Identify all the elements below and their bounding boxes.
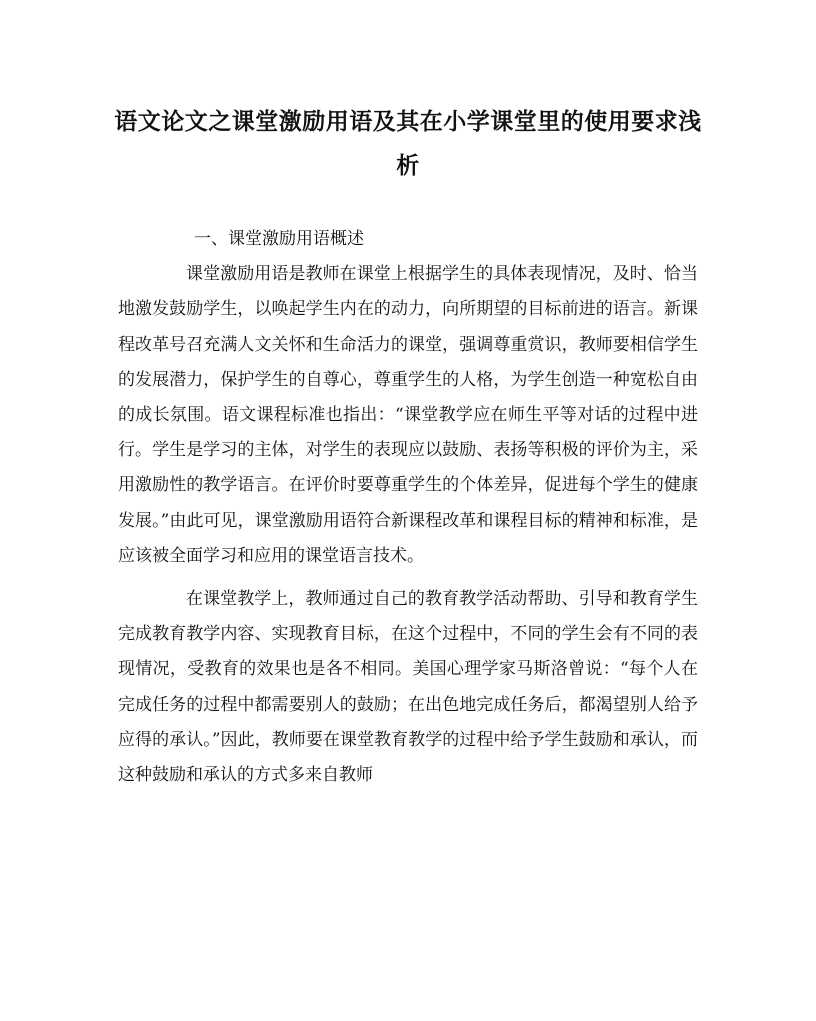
body-paragraph-1: 课堂激励用语是教师在课堂上根据学生的具体表现情况，及时、恰当地激发鼓励学生，以唤起学生内在的动力，向所期望的目标前进的语言。新课程改革号召充满人文关怀和生命活力的课堂，强调尊重赏识，教师要相信学生的发展潜力，保护学生的自尊心，尊重学生的人格，为学生创造一种宽松自由的成长氛围。语文课程标准也指出：“课堂教学应在师生平等对话的过程中进行。学生是学习的主体，对学生的表现应以鼓励、表扬等积极的评价为主，采用激励性的教学语言。在评价时要尊重学生的个体差异，促进每个学生的健康发展。”由此可见，课堂激励用语符合新课程改革和课程目标的精神和标准，是应该被全面学习和应用的课堂语言技术。 xyxy=(118,264,698,566)
section-heading: 一、课堂激励用语概述 xyxy=(194,229,364,249)
document-body xyxy=(118,222,698,793)
body-paragraph-2: 在课堂教学上，教师通过自己的教育教学活动帮助、引导和教育学生完成教育教学内容、实现教育目标，在这个过程中，不同的学生会有不同的表现情况，受教育的效果也是各不相同。美国心理学家马斯洛曾说：“每个人在完成任务的过程中都需要别人的鼓励；在出色地完成任务后，都渴望别人给予应得的承认。”因此，教师要在课堂教育教学的过程中给予学生鼓励和承认，而这种鼓励和承认的方式多来自教师 xyxy=(118,589,698,786)
document-title: 语文论文之课堂激励用语及其在小学课堂里的使用要求浅析 xyxy=(114,108,702,179)
